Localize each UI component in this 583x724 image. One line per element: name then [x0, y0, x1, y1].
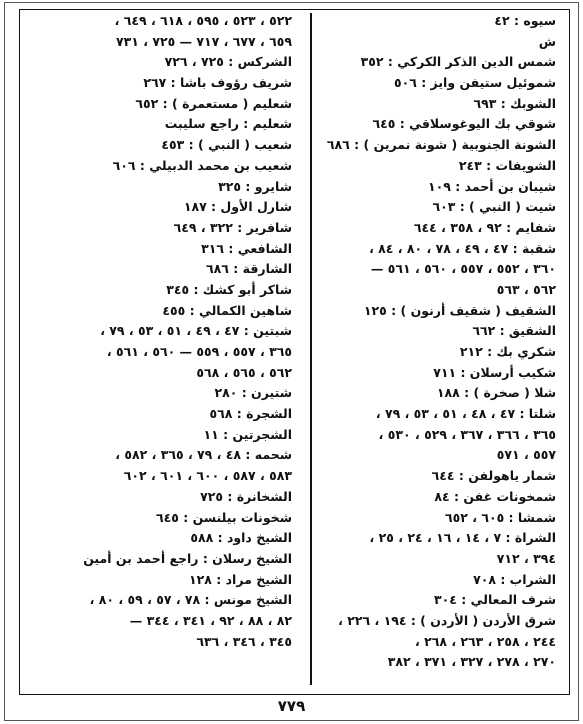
index-entry: شلا ( صخرة ) : ١٨٨ [436, 385, 556, 401]
index-entry: شبتين : ٤٧ ، ٤٩ ، ٥١ ، ٥٣ ، ٧٩ ، [100, 323, 292, 339]
index-entry: شعيب بن محمد الدبيلي : ٦٠٦ [112, 157, 292, 173]
index-entry: ٣٦٥ ، ٥٥٧ ، ٥٥٩ — ٥٦٠ ، ٥٦١ ، [106, 344, 292, 359]
index-entry: شتيرن : ٢٨٠ [214, 385, 292, 401]
index-entry: ٣٦٥ ، ٣٦٦ ، ٣٦٧ ، ٥٢٩ ، ٥٣٠ ، [378, 426, 556, 442]
index-entry: شخونات بيلنسن : ٦٤٥ [155, 509, 292, 525]
index-entry: الشراة : ٧ ، ١٤ ، ١٦ ، ٢٤ ، ٢٥ ، [369, 530, 556, 546]
index-entry: شمشا : ٦٠٥ ، ٦٥٢ [444, 509, 556, 525]
index-entry: ٦٥٩ ، ٦٧٧ ، ٧١٧ — ٧٢٥ ، ٧٣١ [115, 33, 292, 49]
index-entry: شريف رؤوف باشا : ٢٦٧ [143, 75, 292, 91]
index-entry: شقبة : ٤٧ ، ٤٩ ، ٧٨ ، ٨٠ ، ٨٤ ، [369, 240, 556, 256]
index-entry: ٢٧٠ ، ٢٧٨ ، ٣٢٧ ، ٣٧١ ، ٣٨٢ [387, 654, 556, 670]
index-entry: ٣٤٥ ، ٣٤٦ ، ٦٣٦ [196, 633, 292, 649]
index-entry: شكري بك : ٢١٢ [459, 344, 556, 359]
index-entry: شموئيل ستيفن وايز : ٥٠٦ [393, 75, 556, 91]
index-entry: شعليم ( مستعمرة ) : ٦٥٢ [135, 95, 292, 111]
index-entry: الشونة الجنوبية ( شونة نمرين ) : ٦٨٦ [326, 137, 556, 153]
index-entry: ٢٤٤ ، ٢٥٨ ، ٢٦٣ ، ٢٦٨ ، [414, 633, 556, 649]
index-entry: الشيخ رسلان : راجع أحمد بن أمين [83, 550, 292, 566]
index-entry: شكيب أرسلان : ٧١١ [433, 364, 556, 380]
index-entry: ٣٦٠ ، ٥٥٢ ، ٥٥٧ ، ٥٦٠ ، ٥٦١ — [370, 261, 556, 277]
index-entry: شافرير : ٣٢٢ ، ٦٤٩ [173, 219, 292, 235]
index-entry: شاهين الكمالي : ٤٥٥ [162, 302, 292, 318]
index-entry: ٣٩٤ ، ٧١٢ [496, 550, 556, 566]
index-entry: الشقيف ( شقيف أرنون ) : ١٢٥ [363, 302, 556, 318]
index-entry: شعليم : راجع سليبت [164, 116, 292, 132]
page-number: ٧٧٩ [277, 697, 306, 715]
index-entry: الشارقة : ٦٨٦ [206, 261, 292, 277]
index-entry: شاكر أبو كشك : ٣٤٥ [166, 281, 292, 297]
page [4, 2, 579, 721]
index-entry: ٥٥٧ ، ٥٧١ [496, 447, 556, 463]
index-entry: الشيخ مراد : ١٢٨ [189, 571, 292, 587]
index-entry: شايرو : ٣٢٥ [218, 178, 292, 194]
index-entry: شمار ياهولفن : ٦٤٤ [431, 468, 556, 484]
index-entry: شوقي بك اليوغوسلاقي : ٦٤٥ [372, 116, 556, 132]
index-entry: شمس الدين الذكر الكركي : ٣٥٢ [360, 54, 556, 70]
index-entry: شحمه : ٤٨ ، ٧٩ ، ٣٦٥ ، ٥٨٢ ، [115, 447, 292, 463]
index-entry: ش [538, 33, 556, 49]
index-entry: شعيب ( النبي ) : ٤٥٣ [161, 137, 292, 153]
index-entry: الشراب : ٧٠٨ [473, 571, 556, 587]
index-entry: الشيخ داود : ٥٨٨ [190, 530, 292, 546]
index-entry: الشقيق : ٦٦٢ [472, 323, 556, 339]
index-entry: شفايم : ٩٢ ، ٣٥٨ ، ٦٤٤ [413, 219, 556, 235]
index-entry: شلتا : ٤٧ ، ٤٨ ، ٥١ ، ٥٣ ، ٧٩ ، [375, 406, 556, 422]
index-entry: ٥٢٢ ، ٥٢٣ ، ٥٩٥ ، ٦١٨ ، ٦٤٩ ، [114, 13, 292, 28]
index-entry: الشوبك : ٦٩٣ [473, 95, 556, 111]
index-entry: شمخونات غفن : ٨٤ [434, 488, 556, 504]
index-entry: الشخانرة : ٧٢٥ [200, 488, 292, 504]
index-entry: الشيخ مونس : ٧٨ ، ٥٧ ، ٥٩ ، ٨٠ ، [89, 592, 292, 608]
index-entry: ٥٦٢ ، ٥٦٥ ، ٥٦٨ [196, 364, 292, 380]
index-entry: شارل الأول : ١٨٧ [183, 199, 292, 215]
index-entry: شيت ( النبي ) : ٦٠٣ [432, 199, 556, 215]
index-entry: شيبان بن أحمد : ١٠٩ [428, 178, 556, 194]
index-entry: ٨٢ ، ٨٨ ، ٩٢ ، ٣٤١ ، ٣٤٤ — [129, 612, 292, 628]
index-entry: شرق الأردن ( الأردن ) : ١٩٤ ، ٢٢٦ ، [338, 612, 556, 628]
index-entry: الشويفات : ٢٤٣ [458, 157, 556, 173]
index-column-right [298, 11, 556, 673]
index-entry: سيوه : ٤٢ [494, 13, 556, 28]
index-entry: الشافعي : ٣١٦ [201, 240, 292, 256]
index-entry: شرف المعالي : ٣٠٤ [434, 592, 556, 608]
index-entry: ٥٨٣ ، ٥٨٧ ، ٦٠٠ ، ٦٠١ ، ٦٠٢ [123, 468, 292, 484]
index-entry: الشركس : ٧٢٥ ، ٧٢٦ [164, 54, 292, 70]
index-column-left [22, 11, 292, 652]
index-entry: الشجرة : ٥٦٨ [209, 406, 292, 422]
index-entry: ٥٦٢ ، ٥٦٣ [496, 281, 556, 297]
index-entry: الشجرتين : ١١ [203, 426, 292, 442]
